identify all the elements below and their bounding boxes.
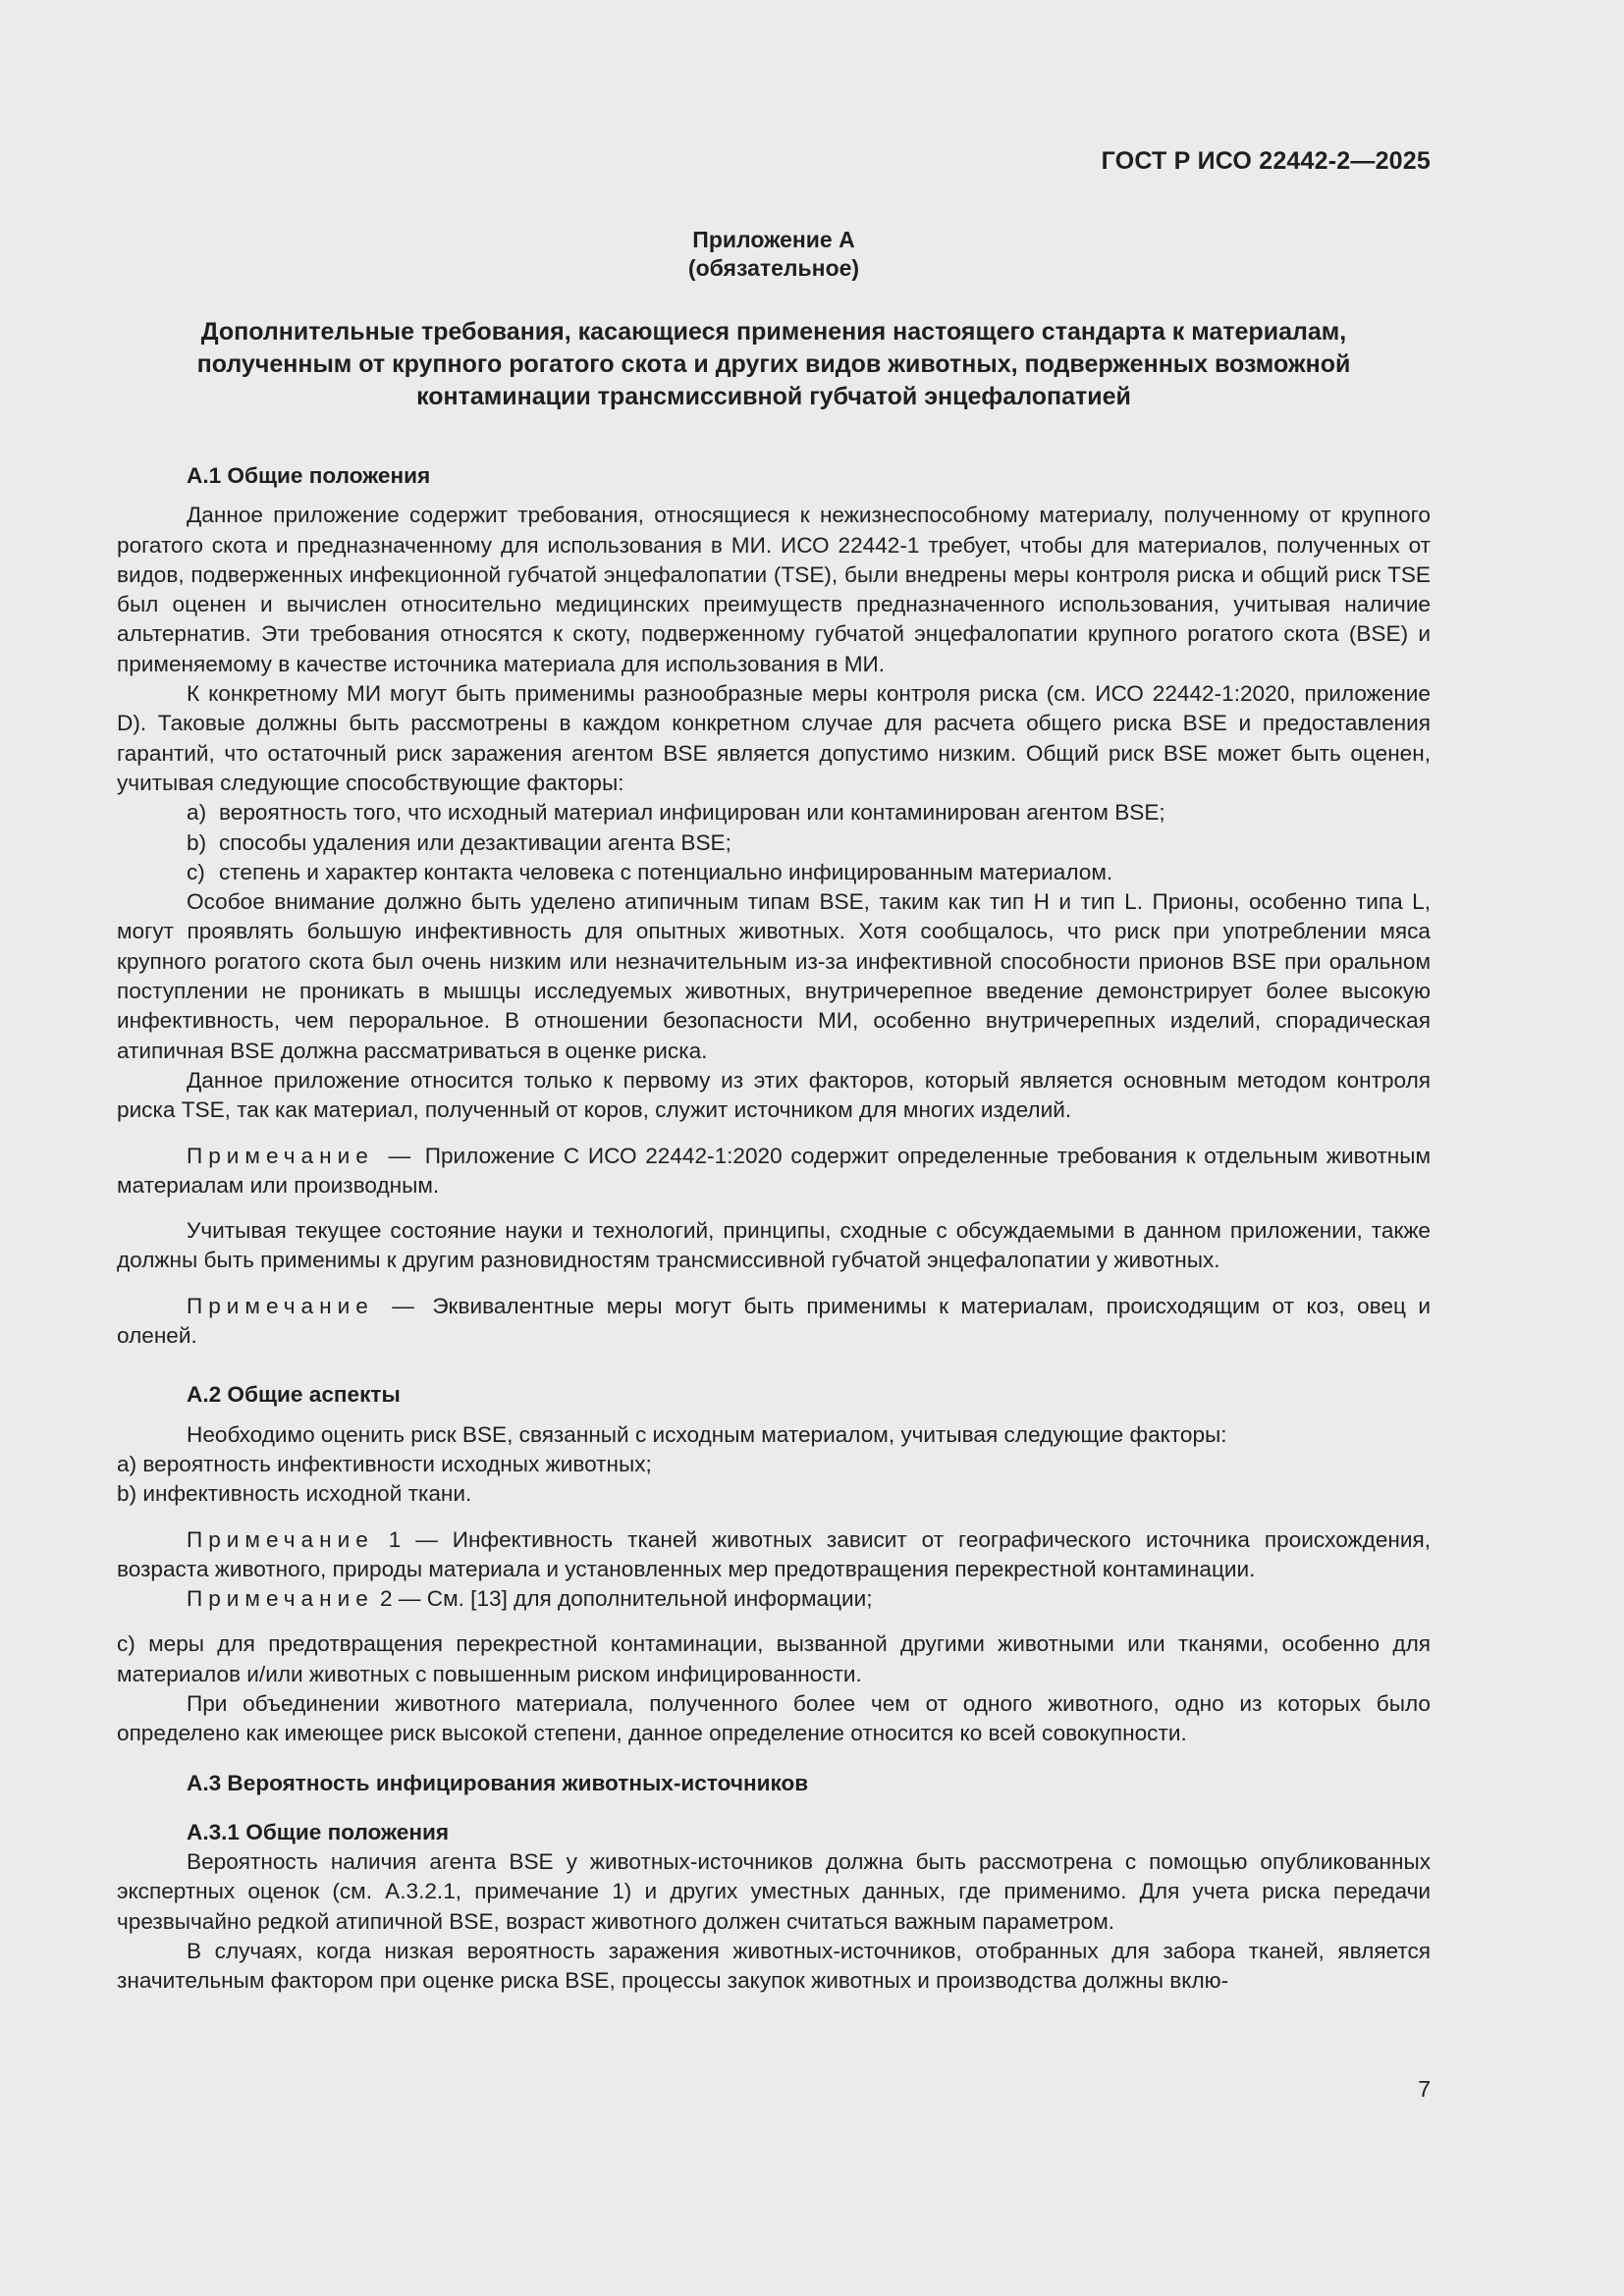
list-text: способы удаления или дезактивации агента BSE; — [219, 829, 731, 855]
paragraph: Вероятность наличия агента BSE у животных-источников должна быть рассмотрена с помощью опубликованных экспертных оценок (см. А.3.2.1, примечание 1) и других уместных данных, где применимо. Для учета риска передачи чрезвычайно редкой атипичной BSE, возраст животного должен считаться важным параметром. — [117, 1849, 1431, 1934]
note-label: Примечание — — [187, 1293, 420, 1318]
paragraph: Данное приложение содержит требования, относящиеся к нежизнеспособному материалу, полученному от крупного рогатого скота и предназначенному для использования в МИ. ИСО 22442-1 требует, чтобы для материалов, полученных от видов, подверженных инфекционной губчатой энцефалопатии (TSE), были внедрены меры контроля риска и общий риск TSE был оценен и вычислен относительно медицинских преимуществ предназначенного использования, учитывая наличие альтернатив. Эти требования относятся к скоту, подверженному губчатой энцефалопатии крупного рогатого скота (BSE) и применяемому в качестве источника материала для использования в МИ. — [117, 503, 1431, 676]
note-label: Примечание — — [187, 1143, 417, 1168]
list-item — [117, 798, 1431, 828]
section-heading-a1: А.1 Общие положения — [187, 463, 431, 488]
note-text: Эквивалентные меры могут быть применимы к материалам, происходящим от коз, овец и оленей. — [117, 1293, 1431, 1349]
annex-title-line: полученным от крупного рогатого скота и других видов животных, подверженных возможной — [196, 350, 1351, 378]
list-marker: b) — [187, 829, 207, 855]
note — [117, 1525, 1431, 1585]
annex-status: (обязательное) — [687, 255, 860, 281]
note — [117, 1292, 1431, 1352]
note — [117, 1584, 1431, 1614]
note-text: 2 — См. [13] для дополнительной информации; — [373, 1586, 873, 1612]
paragraph: Учитывая текущее состояние науки и технологий, принципы, сходные с обсуждаемыми в данном приложении, также должны быть применимы к другим разновидностям трансмиссивной губчатой энцефалопатии у животных. — [117, 1218, 1431, 1273]
note — [117, 1142, 1431, 1201]
list-marker: b) — [117, 1481, 137, 1507]
list-marker: a) — [187, 800, 207, 826]
annex-title-line: Дополнительные требования, касающиеся применения настоящего стандарта к материалам, — [200, 318, 1347, 346]
document-number: ГОСТ Р ИСО 22442-2—2025 — [1101, 147, 1431, 175]
annex-label: Приложение А — [692, 227, 855, 252]
paragraph: К конкретному МИ могут быть применимы разнообразные меры контроля риска (см. ИСО 22442-1:2020, приложение D). Таковые должны быть рассмотрены в каждом конкретном случае для расчета общего риска BSE и предоставления гарантий, что остаточный риск заражения агентом BSE является допустимо низким. Общий риск BSE может быть оценен, учитывая следующие способствующие факторы: — [117, 681, 1431, 795]
list-text: инфективность исходной ткани. — [142, 1481, 472, 1507]
annex-label-block — [117, 226, 1431, 283]
note-text: Приложение С ИСО 22442-1:2020 содержит определенные требования к отдельным животным материалам или производным. — [117, 1143, 1431, 1198]
paragraph: Данное приложение относится только к первому из этих факторов, который является основным методом контроля риска TSE, так как материал, полученный от коров, служит источником для многих изделий. — [117, 1067, 1431, 1123]
list-text: вероятность инфективности исходных животных; — [142, 1451, 652, 1476]
list-item — [117, 858, 1431, 887]
list-text: степень и характер контакта человека с потенциально инфицированным материалом. — [219, 859, 1113, 884]
section-heading-a2: А.2 Общие аспекты — [187, 1382, 401, 1408]
paragraph: При объединении животного материала, полученного более чем от одного животного, одно из которых было определено как имеющее риск высокой степени, данное определение относится ко всей совокупности. — [117, 1690, 1431, 1746]
note-text: 1 — Инфективность тканей животных зависит от географического источника происхождения, возраста животного, природы материала и установленных мер предотвращения перекрестной контаминации. — [117, 1526, 1431, 1581]
document-body — [117, 461, 1431, 1997]
list-text: вероятность того, что исходный материал инфицирован или контаминирован агентом BSE; — [219, 800, 1165, 826]
paragraph: В случаях, когда низкая вероятность заражения животных-источников, отобранных для забора тканей, является значительным фактором при оценке риска BSE, процессы закупок животных и производства должны вклю- — [117, 1939, 1431, 1994]
list-item — [117, 828, 1431, 858]
list-item — [117, 1479, 1431, 1509]
list-marker: c) — [187, 859, 205, 884]
subsection-heading-a3-1: А.3.1 Общие положения — [187, 1819, 450, 1844]
section-heading-a3: А.3 Вероятность инфицирования животных-источников — [187, 1770, 809, 1795]
page-number: 7 — [1418, 2076, 1431, 2102]
note-label: Примечание — [187, 1586, 374, 1612]
paragraph: Особое внимание должно быть уделено атипичным типам BSE, таким как тип H и тип L. Прионы, особенно типа L, могут проявлять большую инфективность для опытных животных. Хотя сообщалось, что риск при употреблении мяса крупного рогатого скота был очень низким или незначительным из-за инфективной способности прионов BSE при оральном поступлении не проникать в мышцы исследуемых животных, внутричерепное введение демонстрирует более высокую инфективность, чем пероральное. В отношении безопасности МИ, особенно внутричерепных изделий, спорадическая атипичная BSE должна рассматриваться в оценке риска. — [117, 889, 1431, 1063]
list-marker: a) — [117, 1451, 137, 1476]
paragraph: с) меры для предотвращения перекрестной контаминации, вызванной другими животными или тканями, особенно для материалов и/или животных с повышенным риском инфицированности. — [117, 1631, 1431, 1686]
list-item — [117, 1450, 1431, 1479]
annex-title — [117, 316, 1431, 413]
annex-title-line: контаминации трансмиссивной губчатой энцефалопатией — [416, 383, 1131, 410]
note-label: Примечание — [187, 1526, 374, 1552]
paragraph: Необходимо оценить риск BSE, связанный с исходным материалом, учитывая следующие факторы: — [187, 1421, 1227, 1447]
